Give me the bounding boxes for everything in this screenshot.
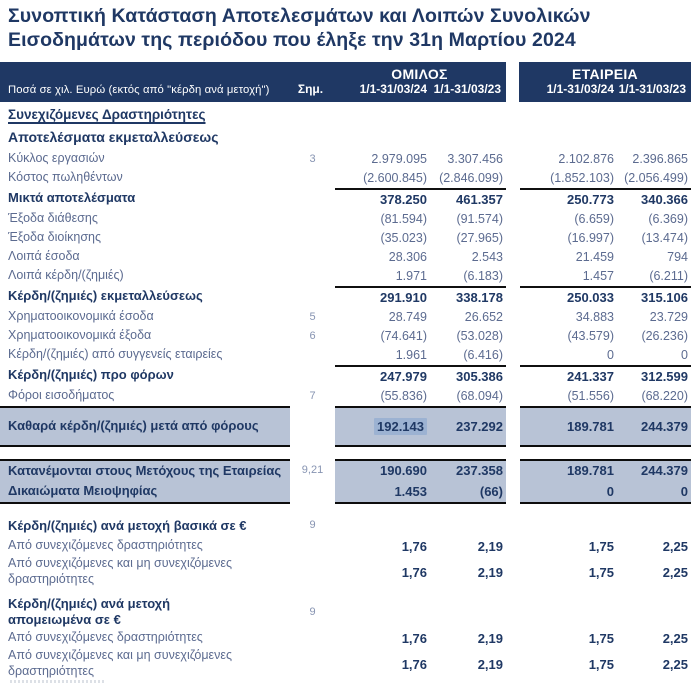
cell-value: (2.056.499)	[624, 171, 688, 186]
column-gap	[506, 188, 520, 210]
cell-value: 250.773	[520, 188, 617, 210]
column-group-omilos: ΟΜΙΛΟΣ	[391, 65, 448, 82]
column-gap	[506, 169, 520, 188]
row-label: Κέρδη/(ζημιές) από συγγενείς εταιρείες	[8, 347, 223, 362]
row-label: Μικτά αποτελέσματα	[8, 190, 136, 206]
column-gap	[506, 248, 520, 267]
units-label: Ποσά σε χιλ. Ευρώ (εκτός από "κέρδη ανά μετοχή")	[8, 83, 270, 96]
table-row	[0, 150, 691, 169]
row-label: Αποτελέσματα εκμεταλλεύσεως	[8, 128, 219, 145]
cell-value: (1.852.103)	[550, 171, 614, 186]
cell-value: 2.102.876	[558, 152, 614, 167]
row-label: Από συνεχιζόμενες και μη συνεχιζόμενες δραστηριότητες	[8, 556, 232, 587]
row-label: Δικαιώματα Μειοψηφίας	[0, 481, 290, 504]
row-label: Έξοδα διοίκησης	[8, 230, 102, 245]
table-row	[0, 126, 691, 150]
note-ref	[290, 481, 335, 504]
cell-value: (55.836)	[380, 389, 427, 404]
row-label: Συνεχιζόμενες Δραστηριότητες	[8, 106, 206, 122]
financial-statement-page	[0, 5, 691, 685]
cell-value: (51.556)	[567, 389, 614, 404]
column-gap	[506, 327, 520, 346]
note-ref	[290, 406, 335, 447]
cell-value: (68.094)	[456, 389, 503, 404]
cutoff-footnote-sliver	[10, 680, 106, 683]
cell-value: 3.307.456	[447, 152, 503, 167]
table-row	[0, 308, 691, 327]
cell-value: 291.910	[335, 286, 430, 308]
column-gap	[506, 481, 520, 504]
note-ref	[290, 248, 335, 267]
note-ref: 9	[309, 518, 316, 531]
note-ref: 7	[309, 390, 316, 403]
note-ref	[290, 267, 335, 286]
cell-value: (16.997)	[567, 231, 614, 246]
column-gap	[506, 308, 520, 327]
cell-value: 28.306	[388, 250, 427, 265]
column-group-etaireia: ΕΤΑΙΡΕΙΑ	[572, 65, 638, 82]
column-gap	[506, 150, 520, 169]
table-row	[0, 648, 691, 681]
cell-value-selected[interactable]	[335, 406, 430, 447]
cell-value: (66)	[430, 481, 506, 504]
table-row	[0, 210, 691, 229]
note-ref: 9,21	[301, 463, 324, 476]
cell-value: 2,25	[662, 656, 688, 672]
table-row	[0, 105, 691, 126]
cell-value: 21.459	[575, 250, 614, 265]
row-label: Κατανέμονται στους Μετόχους της Εταιρείας	[0, 459, 290, 482]
row-label: Λοιπά έσοδα	[8, 249, 80, 264]
cell-value: 34.883	[575, 310, 614, 325]
cell-value: 1.961	[395, 348, 427, 363]
cell-value: 2,19	[477, 564, 503, 580]
cell-value: 0	[681, 348, 688, 363]
cell-value: 1,76	[401, 656, 427, 672]
period-header-3: 1/1-31/03/24	[546, 81, 614, 96]
cell-value: 1,76	[401, 564, 427, 580]
cell-value: (74.641)	[380, 329, 427, 344]
cell-value: 237.292	[430, 406, 506, 447]
note-ref	[290, 629, 335, 648]
cell-value: (6.183)	[463, 269, 503, 284]
cell-value: 0	[617, 481, 691, 504]
row-label: Έξοδα διάθεσης	[8, 211, 98, 226]
table-row	[0, 387, 691, 406]
note-ref	[290, 648, 335, 681]
cell-value: 244.379	[617, 406, 691, 447]
table-row	[0, 169, 691, 188]
row-label: Κέρδη/(ζημιές) ανά μετοχή απομειωμένα σε €	[8, 595, 171, 628]
cell-value: 312.599	[617, 365, 691, 387]
row-spacer	[0, 447, 691, 459]
note-ref: 9	[309, 605, 316, 618]
cell-value: 1,75	[588, 656, 614, 672]
note-ref	[290, 556, 335, 589]
cell-value: (6.369)	[648, 212, 688, 227]
note-ref	[290, 229, 335, 248]
cell-value: 1,76	[401, 630, 427, 646]
note-ref	[290, 537, 335, 556]
row-label: Από συνεχιζόμενες και μη συνεχιζόμενες δραστηριότητες	[8, 648, 232, 679]
cell-value: 340.366	[617, 188, 691, 210]
row-label: Κέρδη/(ζημιές) ανά μετοχή βασικά σε €	[8, 517, 247, 533]
cell-value: 2,25	[662, 564, 688, 580]
cell-value: 2,25	[662, 538, 688, 554]
cell-value: 1.971	[395, 269, 427, 284]
page-title: Συνοπτική Κατάσταση Αποτελεσμάτων και Λοιπών Συνολικών Εισοδημάτων της περιόδου που έληξε την 31η Μαρτίου 2024	[8, 5, 591, 51]
cell-value: (91.574)	[456, 212, 503, 227]
column-gap	[506, 286, 520, 308]
row-label: Κύκλος εργασιών	[8, 151, 105, 166]
table-row-eps-diluted-heading	[0, 596, 691, 629]
row-label: Λοιπά κέρδη/(ζημιές)	[8, 268, 124, 283]
cell-value: 189.781	[520, 406, 617, 447]
note-ref	[290, 365, 335, 387]
table-row-minority	[0, 481, 691, 504]
row-label: Κέρδη/(ζημιές) προ φόρων	[8, 367, 174, 383]
cell-value: 1.453	[335, 481, 430, 504]
cell-value: 2.396.865	[632, 152, 688, 167]
column-gap	[506, 459, 520, 482]
cell-value: 461.357	[430, 188, 506, 210]
cell-value: 2.543	[471, 250, 503, 265]
cell-value: 250.033	[520, 286, 617, 308]
note-ref	[290, 188, 335, 210]
note-ref	[290, 346, 335, 365]
column-gap	[506, 406, 520, 447]
table-row	[0, 629, 691, 648]
column-gap	[506, 648, 520, 681]
cell-value: (81.594)	[380, 212, 427, 227]
cell-value: (26.236)	[641, 329, 688, 344]
table-row-attributable	[0, 459, 691, 482]
cell-value: 244.379	[617, 459, 691, 482]
cell-value: (43.579)	[567, 329, 614, 344]
selected-text[interactable]: 192.143	[374, 418, 427, 435]
note-ref: 5	[309, 311, 316, 324]
cell-value: (13.474)	[641, 231, 688, 246]
table-row	[0, 267, 691, 286]
cell-value: 2.979.095	[371, 152, 427, 167]
row-label: Χρηματοοικονομικά έσοδα	[8, 309, 154, 324]
note-ref	[290, 210, 335, 229]
cell-value: 2,25	[662, 630, 688, 646]
cell-value: (6.416)	[463, 348, 503, 363]
cell-value: 190.690	[335, 459, 430, 482]
column-gap	[506, 365, 520, 387]
column-gap	[506, 629, 520, 648]
row-label: Φόροι εισοδήματος	[8, 388, 115, 403]
period-header-1: 1/1-31/03/24	[359, 81, 427, 96]
row-label: Από συνεχιζόμενες δραστηριότητες	[8, 630, 203, 645]
table-row	[0, 556, 691, 589]
row-label: Από συνεχιζόμενες δραστηριότητες	[8, 538, 203, 553]
table-row-total	[0, 365, 691, 387]
cell-value: 189.781	[520, 459, 617, 482]
table-row-eps-basic-heading	[0, 516, 691, 537]
cell-value: 2,19	[477, 630, 503, 646]
cell-value: 315.106	[617, 286, 691, 308]
table-row	[0, 327, 691, 346]
cell-value: 241.337	[520, 365, 617, 387]
cell-value: (2.846.099)	[439, 171, 503, 186]
cell-value: 1,75	[588, 630, 614, 646]
cell-value: (6.211)	[649, 269, 688, 284]
row-label: Κέρδη/(ζημιές) εκμεταλλεύσεως	[8, 288, 203, 304]
column-gap	[506, 387, 520, 406]
table-row-net-profit	[0, 406, 691, 447]
cell-value: 28.749	[388, 310, 427, 325]
cell-value: 1,76	[401, 538, 427, 554]
cell-value: 23.729	[649, 310, 688, 325]
period-header-4: 1/1-31/03/23	[618, 81, 686, 96]
cell-value: 1,75	[588, 538, 614, 554]
cell-value: (2.600.845)	[363, 171, 427, 186]
cell-value: 1,75	[588, 564, 614, 580]
column-gap	[506, 556, 520, 589]
cell-value: 794	[667, 250, 688, 265]
cell-value: 237.358	[430, 459, 506, 482]
table-row-total	[0, 286, 691, 308]
row-spacer	[0, 589, 691, 596]
column-gap	[506, 229, 520, 248]
table-row	[0, 248, 691, 267]
note-ref: 6	[309, 330, 316, 343]
cell-value: (68.220)	[641, 389, 688, 404]
column-gap	[506, 346, 520, 365]
column-gap	[506, 537, 520, 556]
row-label: Καθαρά κέρδη/(ζημιές) μετά από φόρους	[0, 406, 290, 447]
cell-value: 378.250	[335, 188, 430, 210]
row-label: Κόστος πωληθέντων	[8, 170, 123, 185]
cell-value: 0	[607, 348, 614, 363]
cell-value: (27.965)	[456, 231, 503, 246]
column-gap	[506, 210, 520, 229]
cell-value: 338.178	[430, 286, 506, 308]
period-header-2: 1/1-31/03/23	[433, 81, 501, 96]
note-ref	[290, 169, 335, 188]
table-row	[0, 346, 691, 365]
cell-value: 2,19	[477, 656, 503, 672]
table-header	[0, 62, 691, 102]
row-spacer	[0, 504, 691, 516]
note-ref	[290, 286, 335, 308]
cell-value: 247.979	[335, 365, 430, 387]
note-column-header: Σημ.	[297, 81, 324, 96]
cell-value: 26.652	[464, 310, 503, 325]
cell-value: 305.386	[430, 365, 506, 387]
table-row-total	[0, 188, 691, 210]
note-ref: 3	[309, 153, 316, 166]
cell-value: 1.457	[582, 269, 614, 284]
row-label: Χρηματοοικονομικά έξοδα	[8, 328, 152, 343]
cell-value: (53.028)	[456, 329, 503, 344]
cell-value: 0	[520, 481, 617, 504]
table-row	[0, 229, 691, 248]
cell-value: 2,19	[477, 538, 503, 554]
table-row	[0, 537, 691, 556]
cell-value: (35.023)	[380, 231, 427, 246]
cell-value: (6.659)	[574, 212, 614, 227]
column-gap	[506, 267, 520, 286]
